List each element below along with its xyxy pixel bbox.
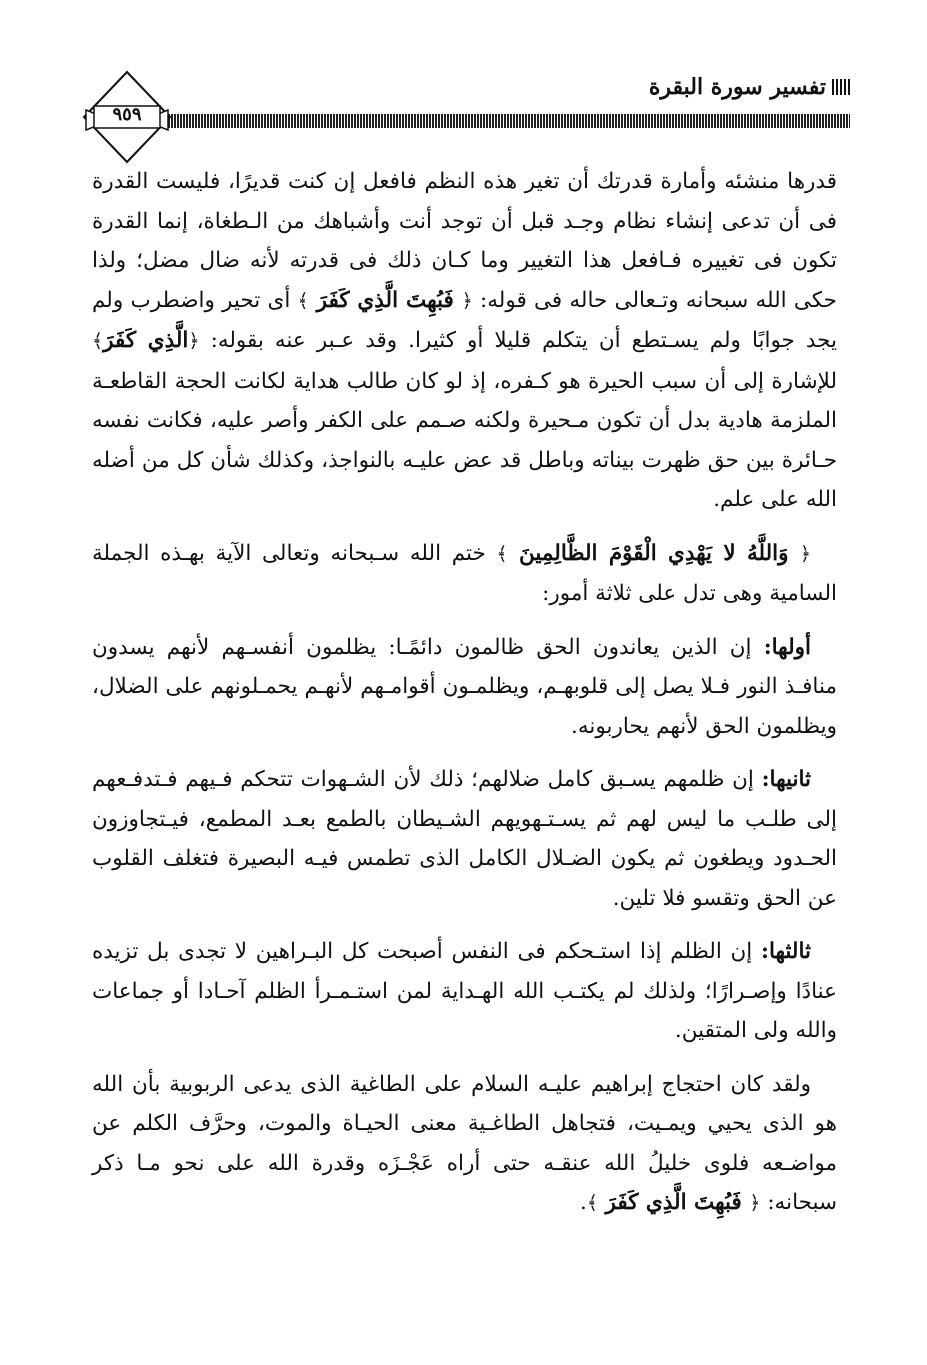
paragraph-5: [92, 932, 837, 1051]
quote-open-bracket: ﴿: [749, 1192, 761, 1214]
paragraph-3-text: إن الذين يعاندون الحق ظالمون دائمًـا: يظلمون أنفسـهم لأنهم يسدون منافـذ النور فـلا يصل إلى قلوبهـم، ويظلمـون أقوامـهم لأنهـم يحمـلونهم على الضلال، ويظلمون الحق لأنهم يحاربونه.: [92, 634, 837, 739]
paragraph-2: [92, 534, 837, 614]
quote-close-bracket: ﴾: [92, 330, 104, 352]
paragraph-2-text: ختم الله سـبحانه وتعالى الآية بهـذه الجملة السامية وهى تدل على ثلاثة أمور:: [92, 540, 837, 606]
paragraph-6-end: .: [579, 1190, 587, 1215]
point-2-label: ثانيها:: [761, 767, 812, 792]
page-header: [80, 60, 850, 160]
paragraph-1: [92, 162, 837, 520]
quote-close-bracket: ﴾: [496, 542, 508, 565]
paragraph-6-text: ولقد كان احتجاج إبراهيم عليـه السلام على الطاغية الذى يدعى الربوبية بأن الله هو الذى يحيي ويمـيت، فتجاهل الطاغـية معنى الحيـاة والموت، وحرَّف الكلم عن مواضـعه فلوى خليلُ الله عنقـه حتى أراه عَجْـزَه وقدرة الله على نحو مـا ذكر سبحانه:: [92, 1071, 837, 1215]
page-number-badge: [80, 70, 174, 164]
running-title-text: تفسير سورة البقرة: [648, 74, 826, 100]
page-body: [92, 162, 837, 1238]
quote-close-bracket: ﴾: [297, 289, 309, 312]
quote-open-bracket: ﴿: [461, 289, 473, 312]
quote-2-text: الَّذِي كَفَرَ: [103, 328, 189, 353]
quran-quote-4: [587, 1190, 761, 1215]
quote-close-bracket: ﴾: [586, 1192, 598, 1214]
quote-open-bracket: ﴿: [188, 330, 200, 352]
quote-3-text: وَاللَّهُ لا يَهْدِي الْقَوْمَ الظَّالِمِينَ: [518, 540, 789, 566]
quran-quote-2: [92, 328, 200, 353]
paragraph-6: [92, 1065, 837, 1224]
quote-1-text: فَبُهِتَ الَّذِي كَفَرَ: [316, 287, 454, 313]
paragraph-3: [92, 628, 837, 747]
paragraph-1-text-b: أى تحير واضطرب ولم يجد جوابًا ولم يسـتطع أن يتكلم قليلا أو كثيرا. وقد عـبر عنه بقوله:: [92, 287, 838, 353]
page-number: ٩٥٩: [112, 104, 142, 125]
point-1-label: أولها:: [763, 634, 811, 660]
paragraph-1-text-c: للإشارة إلى أن سبب الحيرة هو كـفره، إذ لو كان طالب هداية لكانت الحجة القاطعـة الملزمة هادية بدل أن تكون مـحيرة ولكنه صـمم على الكفر وأصر عليه، فكانت نفسه حـائرة بين حق ظهرت بيناته وباطل قد عض عليـه بالنواجذ، وكذلك شأن كل من أضله الله على علم.: [92, 368, 837, 512]
quote-open-bracket: ﴿: [799, 542, 811, 565]
paragraph-4-text: إن ظلمهم يسـبق كامل ضلالهم؛ ذلك لأن الشـهوات تتحكم فـيهم فـتدفـعهم إلى طلـب ما ليس لهم ثم يسـتـهويهم الشـيطان بالطمع بعـد المطمع، فيـتجاوزون الحـدود ويطغون ثم يكون الضـلال الكامل الذى تطمس فيـه البصيرة فتغلف القلوب عن الحق وتقسو فلا تلين.: [92, 767, 837, 911]
point-3-label: ثالثها:: [761, 939, 811, 964]
quote-4-text: فَبُهِتَ الَّذِي كَفَرَ: [605, 1190, 742, 1215]
quran-quote-3: [497, 541, 811, 566]
paragraph-4: [92, 760, 837, 918]
paragraph-1-text-a: قدرها منشئه وأمارة قدرتك أن تغير هذه النظم فافعل إن كنت قديرًا، فليست القدرة فى أن تدعى إنشاء نظام وجـد قبل أن توجد أنت وأشباهك من الـطغاة، إنما القدرة تكون فى تغييره فـافعل هذا التغيير وما كـان ذلك فى قدرته لأنه ضال مضل؛ ولذا حكى الله سبحانه وتـعالى حاله فى قوله:: [92, 169, 837, 313]
header-rule: [162, 114, 850, 128]
running-title: [649, 74, 850, 100]
title-ornament-icon: [832, 79, 850, 95]
quran-quote-1: [298, 288, 473, 313]
paragraph-5-text: إن الظلم إذا استـحكم فى النفس أصبحت كل البـراهين لا تجدى بل تزيده عنادًا وإصـرارًا؛ ولذلك لم يكتـب الله الهـداية لمن استـمـرأ الظلم آحـادا أو جماعات والله ولى المتقين.: [92, 939, 837, 1043]
